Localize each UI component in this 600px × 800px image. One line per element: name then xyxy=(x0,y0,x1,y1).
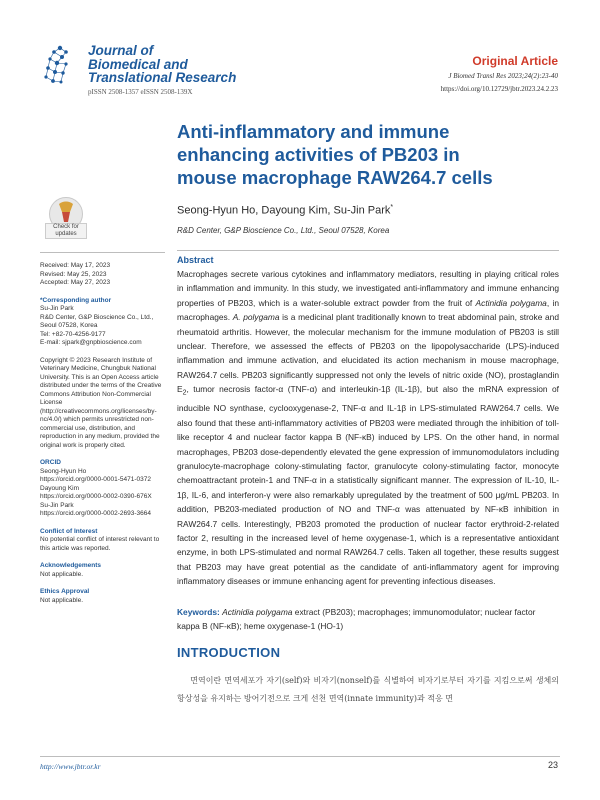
check-updates-label xyxy=(45,223,87,239)
orcid-link-2[interactable]: https://orcid.org/0000-0002-0390-676X xyxy=(40,493,152,500)
abstract-species-1: Actinidia polygama xyxy=(475,297,547,308)
check-updates-line-2: updates xyxy=(55,231,77,237)
introduction-body xyxy=(177,672,559,708)
footer-divider xyxy=(40,756,560,757)
keywords-label: Keywords: xyxy=(177,607,220,617)
abstract-part-3: is a medicinal plant traditionally known to treat abdominal pain, stroke and rheumatoid arthritis. However, the molecular mechanism for the immune modulation of PB203 is still unclear. Therefore, we assessed the effects of PB203 on the lipopolysaccharide (LPS)-induced inflammation and immune activation, and elucidated its action mechanism in mouse macrophage, RAW264.7 cells. PB203 significantly suppressed not only the levels of nitric oxide (NO), prostaglandin E xyxy=(177,312,559,395)
article-type: Original Article xyxy=(472,54,558,68)
article-title: Anti-inflammatory and immune enhancing activities of PB203 in mouse macrophage RAW264.7 cells xyxy=(177,121,493,188)
orcid-link-3[interactable]: https://orcid.org/0000-0002-2693-3664 xyxy=(40,510,151,517)
keywords-rest: extract (PB203); macrophages; immunomodulator; nuclear factor kappa B (NF-κB); heme oxygenase-1 (HO-1) xyxy=(177,607,536,632)
ethics-text: Not applicable. xyxy=(40,596,83,604)
journal-name-line-3: Translational Research xyxy=(88,70,237,85)
check-updates-line-1: Check for xyxy=(53,224,79,230)
abstract-part-4: , tumor necrosis factor-α (TNF-α) and interleukin-1β (IL-1β), but also the mRNA expression of inducible NO synthase, cyclooxygenase-2, TNF-α and IL-1β in LPS-stimulated RAW264.7 cells. We also found that these anti-inflammatory activities of PB203 were mediated through the inhibition of toll-like receptor 4 and nuclear factor kappa B (NF-κB) induced by LPS. On the other hand, in normal macrophages, PB203 dose-dependently elevated the gene expression of immunomodulators including granulocyte-macrophage colony-stimulating factor, granulocyte colony-stimulating factor, monocyte chemoattractant protein-1 and TNF-α in a statistically significant manner. The expression of IL-10, IL-1β, IL-6, and interferon-γ were also remarkably upregulated by the treatment of 500 μg/mL PB203. In addition, PB203-mediated production of NO and TNF-α was attenuated by NF-κB inhibition in RAW264.7 cells. Interestingly, PB203 promoted the production of nuclear factor erythroid-2-related factor 2, resulting in the increased level of heme oxygenase-1, which is a representative antioxidant enzyme, in both LPS-stimulated and normal RAW264.7 cells. Taken all together, these results suggest that PB203 may have great potential as the candidate of anti-inflammatory agent for improving inflammatory diseases or immune enhancing agent for preventing infectious diseases. xyxy=(177,384,559,587)
corresponding-city: Seoul 07528, Korea xyxy=(40,322,98,329)
introduction-text: 면역이란 면역세포가 자기(self)와 비자기(nonself)를 식별하여 비자기로부터 자기를 지킴으로써 생체의 항상성을 유지하는 방어기전으로 크게 선천 면역(innate immunity)과 적응 면 xyxy=(177,676,559,703)
journal-url[interactable]: http://www.jbtr.or.kr xyxy=(40,762,101,771)
sidebar-divider xyxy=(40,252,165,253)
copyright-notice: Copyright © 2023 Research Institute of Veterinary Medicine, Chungbuk National University. This is an Open Access article distributed under the terms of the Creative Commons Attribution Non-Commercial License (http://creativecommons.org/licenses/by-nc/4.0/) which permits unrestricted non-commercial use, distribution, and reproduction in any medium, provided the original work is properly cited. xyxy=(40,356,162,449)
received-date: Received: May 17, 2023 xyxy=(40,262,111,269)
abstract-divider xyxy=(177,250,559,251)
corresponding-name: Su-Jin Park xyxy=(40,305,74,312)
revised-date: Revised: May 25, 2023 xyxy=(40,270,107,278)
abstract-part-2: , in macrophages. xyxy=(177,297,559,323)
orcid-link-1[interactable]: https://orcid.org/0000-0001-5471-0372 xyxy=(40,476,151,483)
acknowledgements-heading: Acknowledgements xyxy=(40,562,102,569)
abstract-species-2: A. polygama xyxy=(232,312,280,323)
orcid-name-3: Su-Jin Park xyxy=(40,501,74,509)
check-for-updates-badge[interactable] xyxy=(45,197,85,243)
abstract-heading: Abstract xyxy=(177,255,214,265)
journal-name xyxy=(88,44,248,85)
corresponding-tel: Tel: +82-70-4256-9177 xyxy=(40,330,106,338)
journal-logo-icon xyxy=(40,44,76,86)
orcid-name-1: Seong-Hyun Ho xyxy=(40,467,87,475)
conflict-heading: Conflict of Interest xyxy=(40,527,98,535)
abstract-subscript: 2 xyxy=(182,389,187,397)
journal-name-line-1: Journal of xyxy=(88,43,154,58)
acknowledgements-text: Not applicable. xyxy=(40,570,83,578)
author-list: Seong-Hyun Ho, Dayoung Kim, Su-Jin Park xyxy=(177,204,391,217)
corresponding-org: R&D Center, G&P Bioscience Co., Ltd., xyxy=(40,313,154,321)
abstract-part-1: Macrophages secrete various cytokines and inflammatory mediators, resulting in playing critical roles in inflammation and immunity. In this study, we investigated anti-inflammatory and immune enhancing properties of PB203, which is a water-soluble extract powder from the fruit of xyxy=(177,269,559,308)
keywords xyxy=(177,605,559,634)
citation: J Biomed Transl Res 2023;24(2):23-40 xyxy=(448,72,558,80)
page-number: 23 xyxy=(547,760,558,770)
orcid-name-2: Dayoung Kim xyxy=(40,484,80,492)
affiliation: R&D Center, G&P Bioscience Co., Ltd., Seoul 07528, Korea xyxy=(177,226,390,235)
article-info-sidebar xyxy=(40,262,165,605)
issn: pISSN 2508-1357 eISSN 2508-139X xyxy=(88,88,193,96)
conflict-text: No potential conflict of interest relevant to this article was reported. xyxy=(40,536,160,552)
abstract-body xyxy=(177,267,559,589)
keywords-species: Actinidia polygama xyxy=(222,607,293,617)
accepted-date: Accepted: May 27, 2023 xyxy=(40,279,111,286)
corresponding-email[interactable]: E-mail: sjpark@gnpbioscience.com xyxy=(40,339,142,346)
journal-name-line-2: Biomedical and xyxy=(88,56,188,72)
corresponding-author-heading: *Corresponding author xyxy=(40,296,112,304)
introduction-heading: INTRODUCTION xyxy=(177,645,281,660)
corresponding-mark: * xyxy=(390,204,394,211)
doi-link[interactable]: https://doi.org/10.12729/jbtr.2023.24.2.23 xyxy=(440,85,558,93)
authors xyxy=(177,204,393,217)
orcid-heading: ORCID xyxy=(40,459,61,466)
ethics-heading: Ethics Approval xyxy=(40,588,90,595)
